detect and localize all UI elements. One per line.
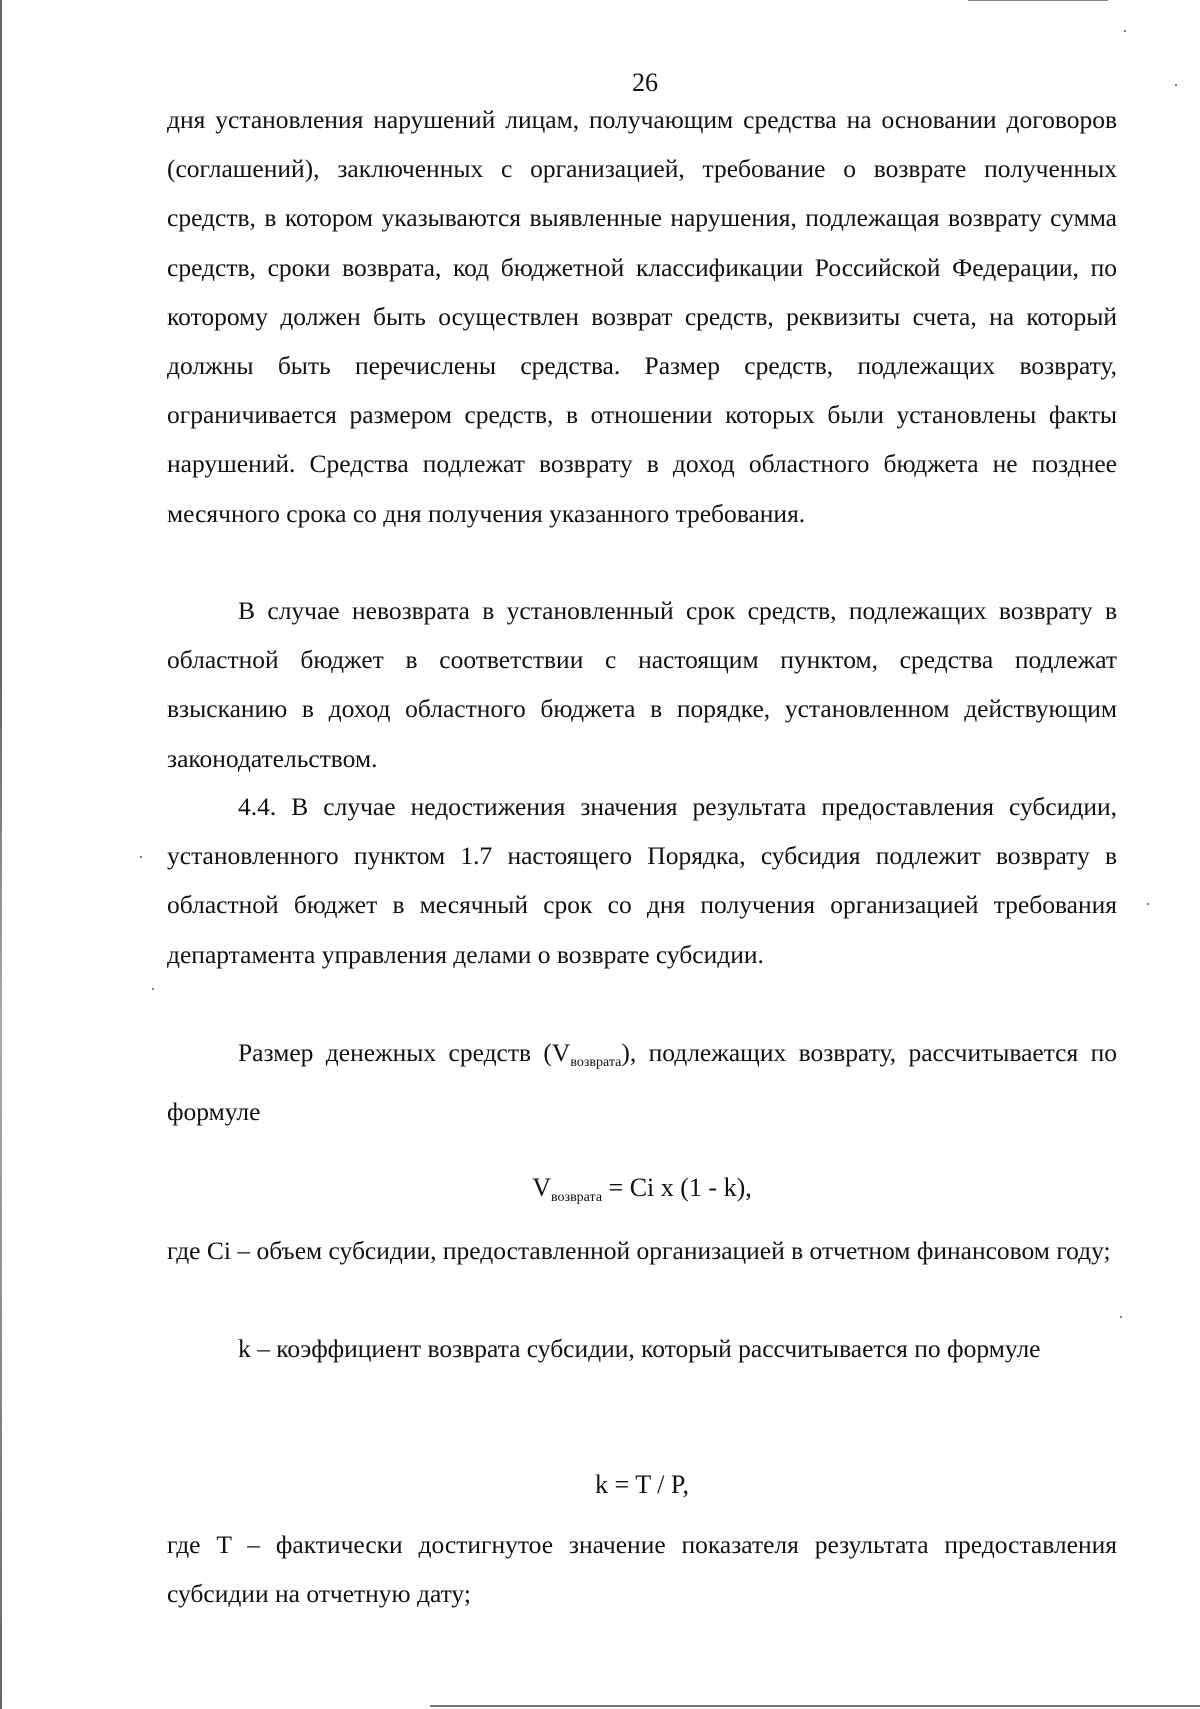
formula-k: k = T / P,: [595, 1470, 689, 1499]
definition-text: где Ci – объем субсидии, предоставленной организацией в отчетном финансовом году;: [167, 1236, 1111, 1265]
scan-edge-left: [0, 0, 2, 1709]
scan-edge-bottom: [430, 1705, 1200, 1707]
definition-k: [167, 1324, 1117, 1373]
scan-speck: [1124, 30, 1126, 32]
definition-ci: [167, 1226, 1117, 1275]
paragraph-text: В случае невозврата в установленный срок средств, подлежащих возврату в областной бюджет в соответствии с настоящим пунктом, средства подлежат взысканию в доход областного бюджета в порядке, установленном действующим законодательством.: [167, 596, 1117, 773]
text-fragment: ), подлежащих возврату, рассчитывается по формуле: [167, 1038, 1117, 1127]
definition-text: где T – фактически достигнутое значение показателя результата предоставления субсидии на отчетную дату;: [167, 1530, 1117, 1609]
paragraph-4-4: [167, 782, 1117, 979]
scan-speck: [140, 856, 142, 858]
scan-speck: [152, 988, 154, 990]
definition-text: k – коэффициент возврата субсидии, который рассчитывается по формуле: [238, 1334, 1041, 1363]
paragraph-amount-formula-intro: [167, 1028, 1117, 1136]
definition-t: [167, 1520, 1117, 1618]
paragraph-text: 4.4. В случае недостижения значения результата предоставления субсидии, установленного пунктом 1.7 настоящего Порядка, субсидия подлежит возврату в областной бюджет в месячный срок со дня получения организацией требования департамента управления делами о возврате субсидии.: [167, 792, 1117, 969]
formula-subscript: возврата: [551, 1190, 603, 1205]
scan-speck: [1147, 903, 1149, 905]
paragraph-continuation: [167, 95, 1117, 538]
formula-v-return: [167, 1168, 1117, 1218]
formula-variable: V: [532, 1173, 552, 1202]
formula-expression: = Ci x (1 - k),: [602, 1173, 752, 1202]
scan-speck: [1120, 1316, 1122, 1318]
text-fragment: Размер денежных средств (V: [238, 1038, 571, 1067]
scan-edge-top: [968, 0, 1108, 1]
subscript: возврата: [570, 1055, 622, 1070]
paragraph-nonreturn: [167, 586, 1117, 783]
page-number: 26: [632, 68, 658, 97]
paragraph-text: дня установления нарушений лицам, получающим средства на основании договоров (соглашений), заключенных с организацией, требование о возврате полученных средств, в котором указываются выявленные нарушения, подлежащая возврату сумма средств, сроки возврата, код бюджетной классификации Российской Федерации, по которому должен быть осуществлен возврат средств, реквизиты счета, на который должны быть перечислены средства. Размер средств, подлежащих возврату, ограничивается размером средств, в отношении которых были установлены факты нарушений. Средства подлежат возврату в доход областного бюджета не позднее месячного срока со дня получения указанного требования.: [167, 105, 1117, 528]
paragraph-text: [167, 1028, 1117, 1136]
